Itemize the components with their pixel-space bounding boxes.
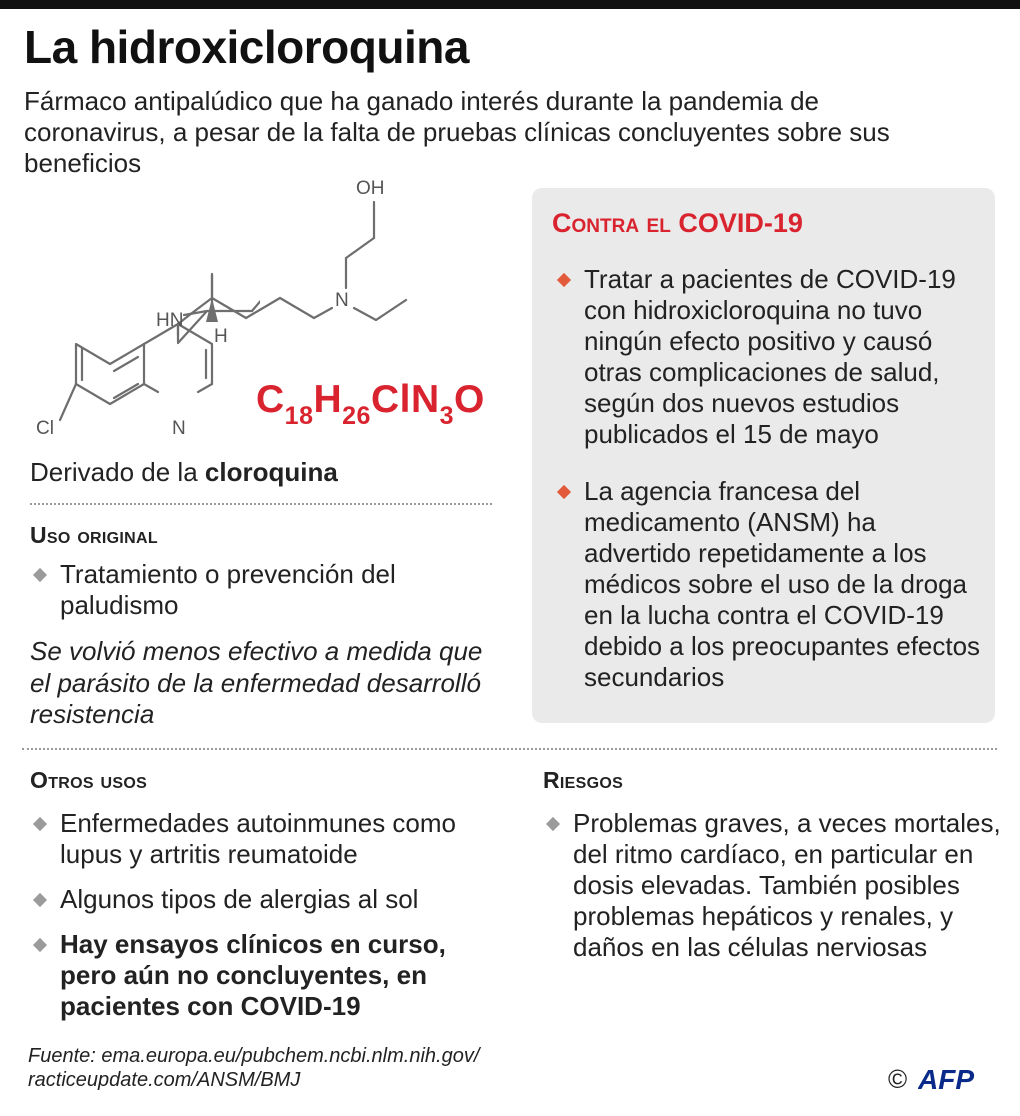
riesgos-heading: Riesgos	[543, 767, 624, 793]
derivado-line	[30, 457, 338, 488]
formula-h: H	[313, 378, 343, 421]
afp-logo-icon	[918, 1064, 994, 1094]
diamond-bullet-icon	[33, 893, 47, 907]
list-item-text: La agencia francesa del medicamento (ANSM) ha advertido repetidamente a los médicos sobre el uso de la droga en la lucha contra el COVID-19 debido a los preocupantes efectos secundarios	[584, 476, 981, 692]
diamond-bullet-icon	[546, 817, 560, 831]
list-item	[554, 476, 984, 693]
list-item	[30, 808, 500, 870]
diamond-bullet-icon	[33, 938, 47, 952]
divider-full	[22, 748, 997, 750]
afp-logo-text: AFP	[918, 1064, 974, 1094]
atom-oh: OH	[356, 178, 385, 199]
page-title: La hidroxicloroquina	[24, 21, 469, 73]
chemical-formula	[256, 378, 485, 431]
covid-list	[554, 264, 984, 693]
list-item-text: Tratar a pacientes de COVID-19 con hidroxicloroquina no tuvo ningún efecto positivo y causó otras complicaciones de salud, según dos nuevos estudios publicados el 15 de mayo	[584, 264, 956, 449]
diamond-bullet-icon	[557, 485, 571, 499]
atom-cl: Cl	[36, 418, 54, 439]
formula-n-sub: 3	[439, 402, 455, 430]
diamond-bullet-icon	[33, 568, 47, 582]
atom-hn: HN	[156, 310, 184, 331]
list-item	[30, 884, 500, 915]
diamond-bullet-icon	[557, 273, 571, 287]
agency-credit	[888, 1062, 998, 1098]
covid-panel	[532, 188, 995, 723]
atom-n-ring: N	[172, 418, 186, 439]
top-rule	[0, 0, 1020, 9]
derivado-bold: cloroquina	[204, 457, 338, 487]
list-item-text: Problemas graves, a veces mortales, del ritmo cardíaco, en particular en dosis elevadas. También posibles problemas hepáticos y renales, y daños en las células nerviosas	[573, 808, 1001, 962]
source-note	[28, 1044, 479, 1092]
source-line-2: racticeupdate.com/ANSM/BMJ	[28, 1069, 301, 1091]
list-item-text: Hay ensayos clínicos en curso, pero aún no concluyentes, en pacientes con COVID-19	[60, 929, 446, 1021]
formula-c: C	[256, 378, 285, 421]
uso-original-note: Se volvió menos efectivo a medida que el parásito de la enfermedad desarrolló resistencia	[30, 636, 483, 729]
list-item-text: Algunos tipos de alergias al sol	[60, 884, 419, 914]
diamond-bullet-icon	[33, 817, 47, 831]
list-item	[543, 808, 1003, 963]
derivado-prefix: Derivado de la	[30, 457, 198, 487]
list-item	[30, 929, 500, 1022]
atom-h: H	[214, 326, 228, 347]
formula-cln: ClN	[370, 378, 440, 421]
formula-h-sub: 26	[342, 402, 371, 430]
list-item	[30, 559, 500, 621]
page-subtitle: Fármaco antipalúdico que ha ganado interés durante la pandemia de coronavirus, a pesar de la falta de pruebas clínicas concluyentes sobre sus beneficios	[24, 86, 890, 178]
list-item	[554, 264, 984, 450]
otros-usos-list	[30, 808, 500, 1022]
copyright-symbol: ©	[888, 1064, 908, 1094]
covid-heading: Contra el COVID-19	[552, 208, 803, 238]
formula-o: O	[454, 378, 485, 421]
list-item-text: Enfermedades autoinmunes como lupus y artritis reumatoide	[60, 808, 457, 869]
riesgos-list	[543, 808, 1003, 963]
divider-left	[30, 503, 492, 505]
uso-original-heading: Uso original	[30, 522, 158, 548]
formula-c-sub: 18	[284, 402, 314, 430]
atom-n-amine: N	[335, 290, 349, 311]
list-item-text: Tratamiento o prevención del paludismo	[60, 559, 396, 620]
otros-usos-heading: Otros usos	[30, 767, 148, 793]
uso-original-list	[30, 559, 500, 621]
source-line-1: Fuente: ema.europa.eu/pubchem.ncbi.nlm.nih.gov/	[28, 1045, 480, 1067]
